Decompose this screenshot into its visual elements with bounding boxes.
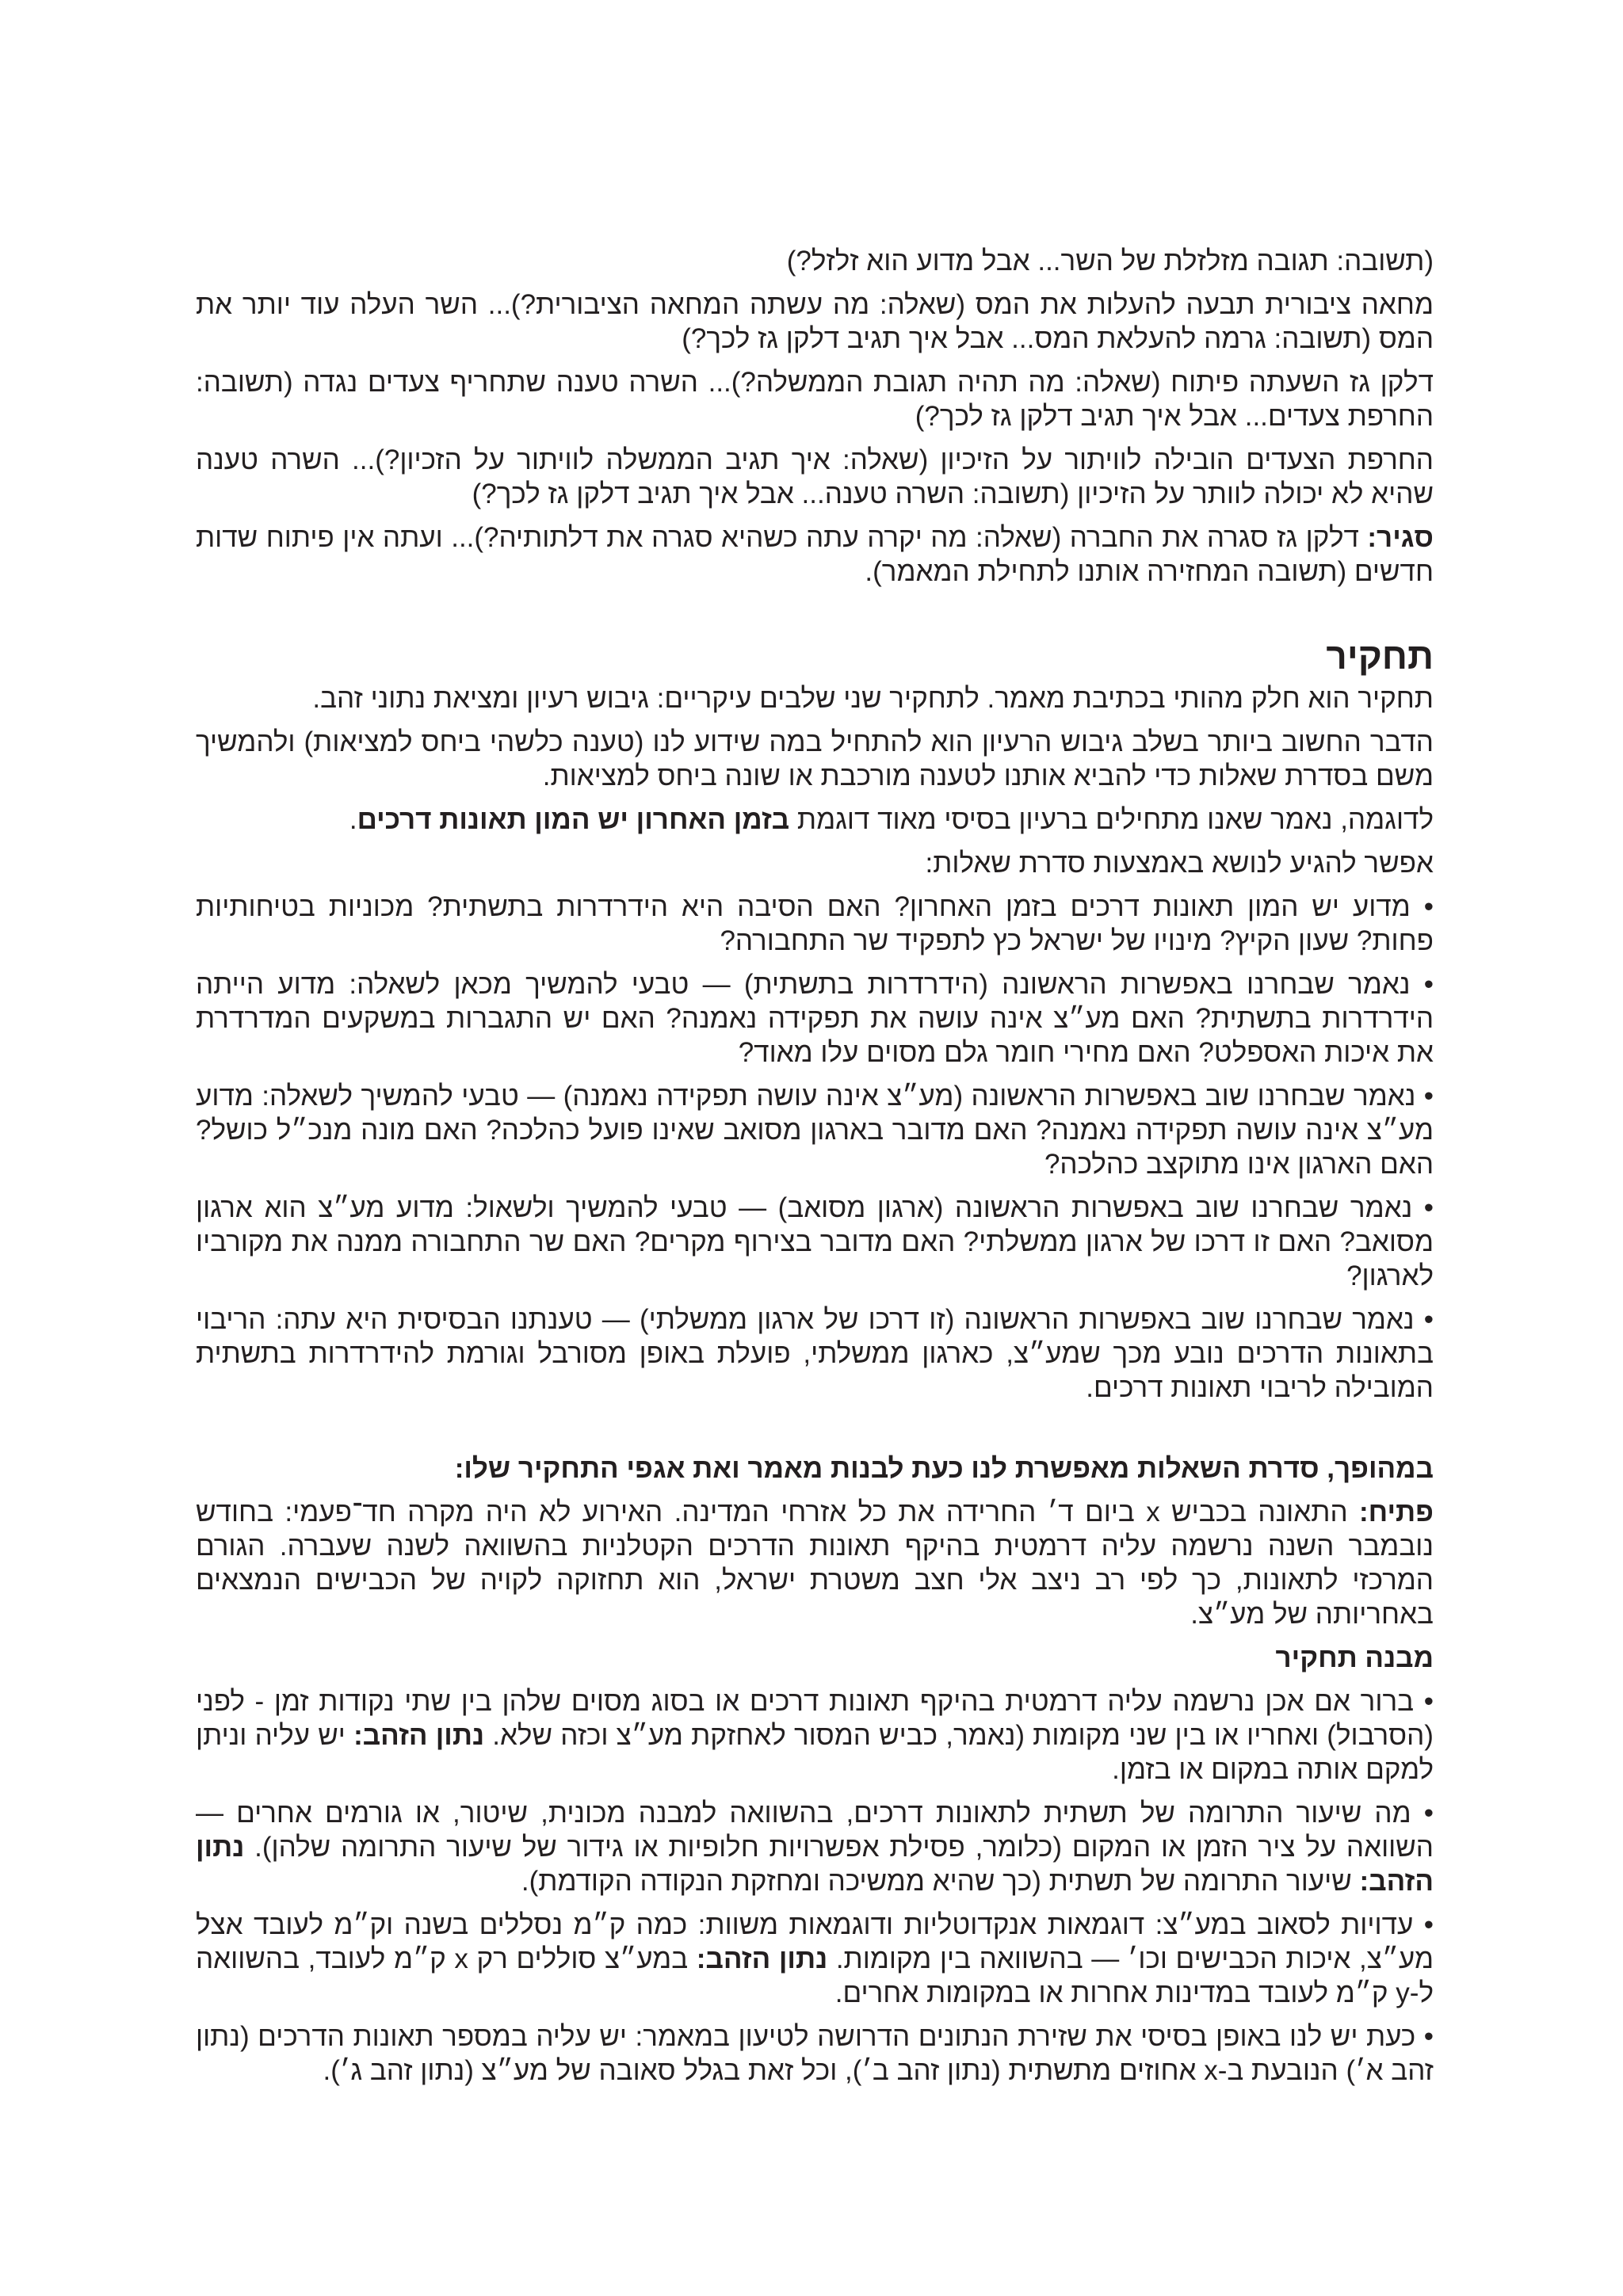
opening-text: התאונה בכביש x ביום ד׳ החרידה את כל אזרחי המדינה. האירוע לא היה מקרה חד־פעמי: בחודש נובמבר השנה נרשמה עליה דרמטית בהיקף תאונות הדרכים הקטלניות בהשוואה לשנה שעברה. הגורם המרכזי לתאונות, כך לפי רב ניצב אלי חצב משטרת ישראל, הוא תחזוקה לקויה של הכבישים הנמצאים באחריותה של מע״צ.: [196, 1497, 1434, 1630]
question-bullet: • נאמר שבחרנו שוב באפשרות הראשונה (ארגון מסואב) — טבעי להמשיך ולשאול: מדוע מע״צ הוא ארגון מסואב? האם זו דרכו של ארגון ממשלתי? האם מדובר בצירוף מקרים? האם שר התחבורה ממנה את מקורביו לארגון?: [196, 1192, 1434, 1291]
opening-paragraph: [196, 1495, 1434, 1631]
golden-data-text: שיעור התרומה של תשתית (כך שהיא ממשיכה ומחזקת הנקודה הקודמת).: [521, 1866, 1352, 1897]
example-end: .: [349, 804, 357, 835]
closing-label: סגיר:: [1367, 522, 1434, 553]
golden-data-label: נתון הזהב:: [696, 1943, 828, 1974]
golden-data-text: במע״צ סוללים רק x ק״מ לעובד, בהשוואה ל-y ק״מ לעובד במדינות אחרות או במקומות אחרים.: [196, 1943, 1434, 2008]
opening-label: פתיח:: [1359, 1497, 1434, 1527]
question-bullet: • נאמר שבחרנו שוב באפשרות הראשונה (זו דרכו של ארגון ממשלתי) — טענתנו הבסיסית היא עתה: הריבוי בתאונות הדרכים נובע מכך שמע״צ, כארגון ממשלתי, פועלת באופן מסורבל וגורמת להידרדרות בתשתית המובילה לריבוי תאונות דרכים.: [196, 1304, 1434, 1403]
golden-data-label: נתון הזהב:: [353, 1720, 485, 1751]
closing-text: דלקן גז סגרה את החברה (שאלה: מה יקרה עתה כשהיא סגרה את דלתותיה?)... ועתה אין פיתוח שדות חדשים (תשובה המחזירה אותנו לתחילת המאמר).: [196, 522, 1434, 587]
intro-paragraph: דלקן גז השעתה פיתוח (שאלה: מה תהיה תגובת הממשלה?)... השרה טענה שתחריף צעדים נגדה (תשובה: החרפת צעדים... אבל איך תגיב דלקן גז לכך?): [196, 367, 1434, 432]
structure-lead: במהופך, סדרת השאלות מאפשרת לנו כעת לבנות מאמר ואת אגפי התחקיר שלו:: [454, 1453, 1434, 1484]
closing-paragraph: [196, 521, 1434, 589]
golden-data-text: יש עליה וניתן למקם אותה במקום או בזמן.: [196, 1720, 1434, 1785]
example-paragraph: [196, 803, 1434, 837]
intro-paragraph: החרפת הצעדים הובילה לוויתור על הזיכיון (שאלה: איך תגיב הממשלה לוויתור על הזכיון?)... השרה טענה שהיא לא יכולה לוותר על הזיכיון (תשובה: השרה טענה... אבל איך תגיב דלקן גז לכך?): [196, 444, 1434, 509]
structure-bullet-text: • ברור אם אכן נרשמה עליה דרמטית בהיקף תאונות דרכים או בסוג מסוים שלהן בין שתי נקודות זמן - לפני (הסרבול) ואחריו או בין שני מקומות (נאמר, כביש המסור לאחזקת מע״צ וכזה שלא.: [196, 1686, 1434, 1751]
question-bullet: • נאמר שבחרנו שוב באפשרות הראשונה (מע״צ אינה עושה תפקידה נאמנה) — טבעי להמשיך לשאלה: מדוע מע״צ אינה עושה תפקידה נאמנה? האם מדובר בארגון מסואב שאינו פועל כהלכה? האם מונה מנכ״ל כושל? האם הארגון אינו מתוקצב כהלכה?: [196, 1081, 1434, 1180]
section-heading: תחקיר: [1326, 635, 1434, 677]
structure-bullet: [196, 1796, 1434, 1898]
subheading: מבנה תחקיר: [1275, 1642, 1434, 1673]
body-paragraph: תחקיר הוא חלק מהותי בכתיבת מאמר. לתחקיר שני שלבים עיקריים: גיבוש רעיון ומציאת נתוני זהב.: [312, 683, 1434, 714]
structure-bullet: [196, 1908, 1434, 2010]
intro-section: [196, 244, 1434, 589]
structure-bullet-text: • עדויות לסאוב במע״צ: דוגמאות אנקדוטליות ודוגמאות משוות: כמה ק״מ נסללים בשנה וק״מ לעובד אצל מע״צ, איכות הכבישים וכו׳ — בהשוואה בין מקומות.: [196, 1909, 1434, 1974]
structure-bullet: • כעת יש לנו באופן בסיסי את שזירת הנתונים הדרושה לטיעון במאמר: יש עליה במספר תאונות הדרכים (נתון זהב א׳) הנובעת ב-x אחוזים מתשתית (נתון זהב ב׳), וכל זאת בגלל סאובה של מע״צ (נתון זהב ג׳).: [196, 2021, 1434, 2086]
question-bullet: • מדוע יש המון תאונות דרכים בזמן האחרון? האם הסיבה היא הידרדרות בתשתית? מכוניות בטיחותיות פחות? שעון הקיץ? מינויו של ישראל כץ לתפקיד שר התחבורה?: [196, 891, 1434, 956]
research-section: [196, 635, 1434, 1405]
questions-intro: אפשר להגיע לנושא באמצעות סדרת שאלות:: [925, 848, 1434, 879]
body-paragraph: הדבר החשוב ביותר בשלב גיבוש הרעיון הוא להתחיל במה שידוע לנו (טענה כלשהי ביחס למציאות) ולהמשיך משם בסדרת שאלות כדי להביא אותנו לטענה מורכבת או שונה ביחס למציאות.: [196, 727, 1434, 791]
example-emphasis: בזמן האחרון יש המון תאונות דרכים: [357, 804, 790, 835]
question-bullet: • נאמר שבחרנו באפשרות הראשונה (הידרדרות בתשתית) — טבעי להמשיך מכאן לשאלה: מדוע הייתה הידרדרות בתשתית? האם מע״צ אינה עושה את תפקידה נאמנה? האם יש התגברות במשקעים המדרדרת את איכות האספלט? האם מחירי חומר גלם מסוים עלו מאוד?: [196, 969, 1434, 1068]
article-structure-section: [196, 1451, 1434, 2088]
example-text: לדוגמה, נאמר שאנו מתחילים ברעיון בסיסי מאוד דוגמת: [796, 804, 1434, 835]
golden-data-label: נתון הזהב:: [196, 1832, 1434, 1897]
structure-bullet: [196, 1684, 1434, 1787]
intro-paragraph: מחאה ציבורית תבעה להעלות את המס (שאלה: מה עשתה המחאה הציבורית?)... השר העלה עוד יותר את המס (תשובה: גרמה להעלאת המס... אבל איך תגיב דלקן גז לכך?): [196, 289, 1434, 354]
intro-paragraph: (תשובה: תגובה מזלזלת של השר... אבל מדוע הוא זלזל?): [786, 246, 1434, 277]
structure-bullet-text: • מה שיעור התרומה של תשתית לתאונות דרכים, בהשוואה למבנה מכונית, שיטור, או גורמים אחרים — השוואה על ציר הזמן או המקום (כלומר, פסילת אפשרויות חלופיות או גידור של שיעור התרומה שלהן).: [196, 1798, 1434, 1863]
